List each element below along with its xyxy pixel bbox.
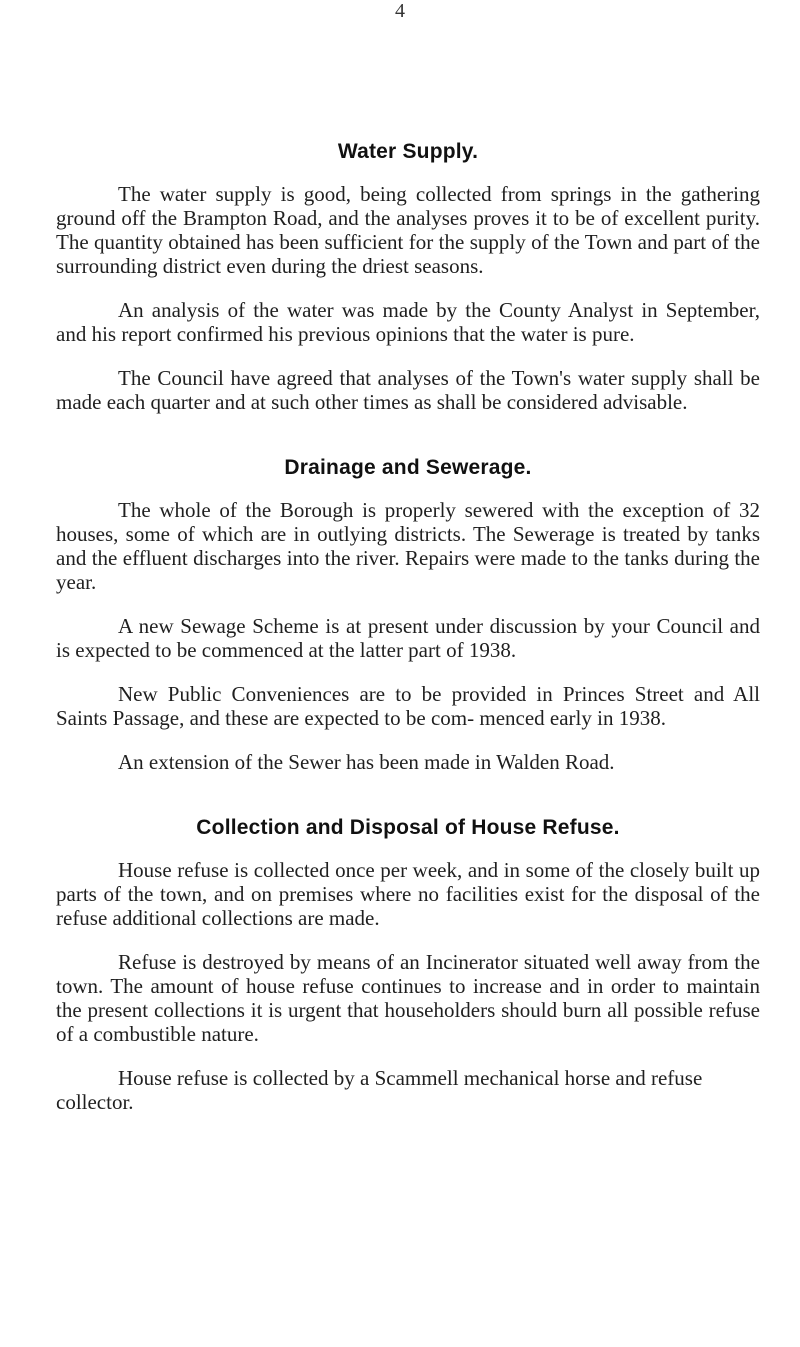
section-water-supply (56, 140, 760, 414)
paragraph: An analysis of the water was made by the County Analyst in September, and his report confirmed his previous opinions that the water is pure. (56, 298, 760, 346)
section-title: Collection and Disposal of House Refuse. (196, 816, 620, 839)
paragraph: House refuse is collected by a Scammell mechanical horse and refuse collector. (56, 1066, 703, 1114)
paragraph: An extension of the Sewer has been made in Walden Road. (118, 750, 615, 774)
paragraph: The Council have agreed that analyses of the Town's water supply shall be made each quarter and at such other times as shall be considered advisable. (56, 366, 760, 414)
paragraph: New Public Conveniences are to be provided in Princes Street and All Saints Passage, and these are expected to be com- menced early in 1938. (56, 682, 760, 730)
paragraph: The water supply is good, being collected from springs in the gathering ground off the Brampton Road, and the analyses proves it to be of excellent purity. The quantity obtained has been sufficient for the supply of the Town and part of the surrounding district even during the driest seasons. (56, 182, 760, 278)
section-drainage-sewerage (56, 456, 760, 774)
section-house-refuse (56, 816, 760, 1114)
page-content (56, 140, 760, 1134)
paragraph: A new Sewage Scheme is at present under discussion by your Council and is expected to be commenced at the latter part of 1938. (56, 614, 760, 662)
page-number: 4 (395, 0, 405, 22)
paragraph: Refuse is destroyed by means of an Incinerator situated well away from the town. The amount of house refuse continues to increase and in order to maintain the present collections it is urgent that householders should burn all possible refuse of a combustible nature. (56, 950, 760, 1046)
paragraph: House refuse is collected once per week, and in some of the closely built up parts of the town, and on premises where no facilities exist for the disposal of the refuse additional collections are made. (56, 858, 760, 930)
paragraph: The whole of the Borough is properly sewered with the exception of 32 houses, some of which are in outlying districts. The Sewerage is treated by tanks and the effluent discharges into the river. Repairs were made to the tanks during the year. (56, 498, 760, 594)
section-title: Water Supply. (337, 140, 479, 163)
section-title: Drainage and Sewerage. (284, 456, 532, 479)
